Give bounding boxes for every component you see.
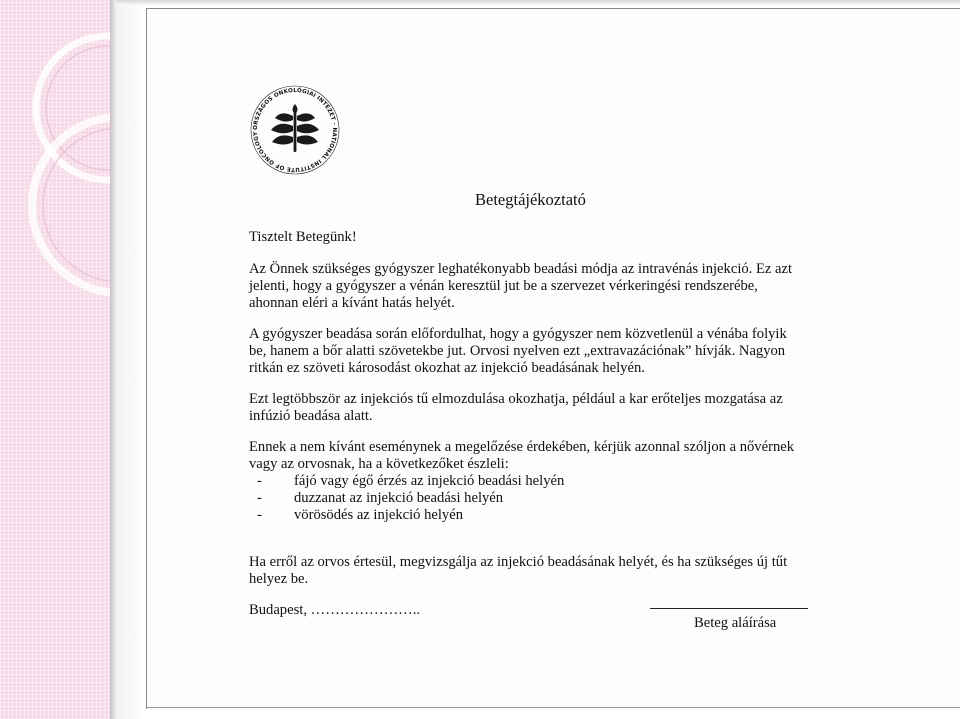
wheat-leaf-emblem-icon	[245, 80, 345, 180]
side-band-shadow	[116, 0, 146, 719]
paragraph-line: Ha erről az orvos értesül, megvizsgálja az injekció beadásának helyét, és ha szükséges új tűt	[249, 554, 788, 570]
list-item: duzzanat az injekció beadási helyén	[294, 490, 504, 506]
greeting: Tisztelt Betegünk!	[249, 229, 357, 245]
paragraph-line: Ennek a nem kívánt eseménynek a megelőzése érdekében, kérjük azonnal szóljon a nővérnek	[249, 439, 795, 455]
paragraph-line: Ezt legtöbbször az injekciós tű elmozdulása okozhatja, például a kar erőteljes mozgatása az	[249, 391, 783, 407]
top-rule	[116, 0, 960, 6]
document-bottom-edge	[146, 707, 960, 708]
paragraph-line: Az Önnek szükséges gyógyszer leghatékonyabb beadási módja az intravénás injekció. Ez azt	[249, 261, 793, 277]
paragraph-line: jelenti, hogy a gyógyszer a vénán keresztül jut be a szervezet vérkeringési rendszerébe,	[249, 278, 758, 294]
institute-logo	[245, 80, 345, 180]
paragraph-line: infúzió beadása alatt.	[249, 408, 373, 424]
paragraph-line: vagy az orvosnak, ha a következőket észleli:	[249, 456, 509, 472]
decorative-side-band	[0, 0, 110, 719]
decorative-rings-icon	[0, 0, 110, 719]
svg-text:ORSZÁGOS ONKOLÓGIAI INTÉZET ·: ORSZÁGOS ONKOLÓGIAI INTÉZET · NATIONAL INSTITUTE OF ONCOLOGY	[252, 87, 338, 173]
list-item: fájó vagy égő érzés az injekció beadási helyén	[294, 473, 565, 489]
list-bullet: -	[257, 490, 262, 506]
place-date: Budapest, …………………..	[249, 602, 421, 618]
signature-line	[650, 608, 808, 609]
list-bullet: -	[257, 507, 262, 523]
signature-label: Beteg aláírása	[694, 615, 777, 631]
paragraph-line: helyez be.	[249, 571, 309, 587]
paragraph-line: ritkán ez szöveti károsodást okozhat az injekció beadásának helyén.	[249, 360, 645, 376]
list-item: vörösödés az injekció helyén	[294, 507, 463, 523]
paragraph-line: ahonnan eléri a kívánt hatás helyét.	[249, 295, 455, 311]
paragraph-line: A gyógyszer beadása során előfordulhat, hogy a gyógyszer nem közvetlenül a vénába folyik	[249, 326, 787, 342]
document-title: Betegtájékoztató	[475, 190, 586, 209]
list-bullet: -	[257, 473, 262, 489]
paragraph-line: be, hanem a bőr alatti szövetekbe jut. Orvosi nyelven ezt „extravazációnak” hívják. Nagyon	[249, 343, 786, 359]
